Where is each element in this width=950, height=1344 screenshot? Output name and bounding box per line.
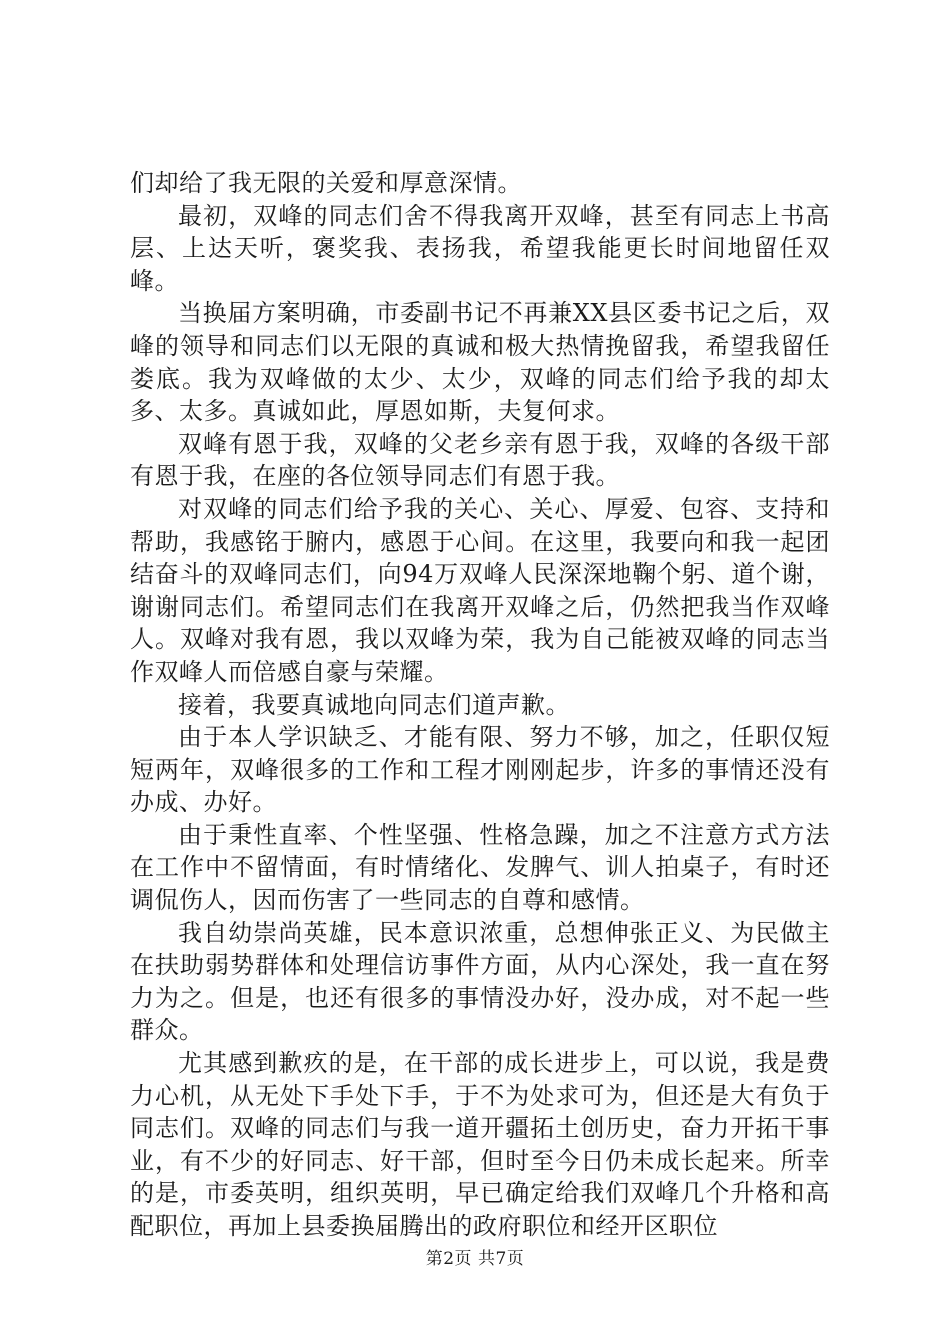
- paragraph-3: 当换届方案明确，市委副书记不再兼XX县区委书记之后，双峰的领导和同志们以无限的真诚和极大热情挽留我，希望我留任娄底。我为双峰做的太少、太少，双峰的同志们给予我的却太多、太多。真诚如此，厚恩如斯，夫复何求。: [130, 299, 830, 426]
- paragraph-2: 最初，双峰的同志们舍不得我离开双峰，甚至有同志上书高层、上达天听，褒奖我、表扬我，希望我能更长时间地留任双峰。: [130, 201, 830, 295]
- document-body: [130, 167, 830, 1243]
- paragraph-6: 接着，我要真诚地向同志们道声歉。: [178, 690, 570, 719]
- paragraph-5: 对双峰的同志们给予我的关心、关心、厚爱、包容、支持和帮助，我感铭于腑内，感恩于心间。在这里，我要向和我一起团结奋斗的双峰同志们，向94万双峰人民深深地鞠个躬、道个谢，谢谢同志们。希望同志们在我离开双峰之后，仍然把我当作双峰人。双峰对我有恩，我以双峰为荣，我为自己能被双峰的同志当作双峰人而倍感自豪与荣耀。: [130, 494, 830, 686]
- paragraph-10: 尤其感到歉疚的是，在干部的成长进步上，可以说，我是费力心机，从无处下手处下手，于不为处求可为，但还是大有负于同志们。双峰的同志们与我一道开疆拓土创历史，奋力开拓干事业，有不少的好同志、好干部，但时至今日仍未成长起来。所幸的是，市委英明，组织英明，早已确定给我们双峰几个升格和高配职位，再加上县委换届腾出的政府职位和经开区职位: [130, 1049, 830, 1240]
- paragraph-1: 们却给了我无限的关爱和厚意深情。: [130, 169, 522, 197]
- page-footer: 第2页 共7页: [425, 1249, 525, 1269]
- paragraph-7: 由于本人学识缺乏、才能有限、努力不够，加之，任职仅短短两年，双峰很多的工作和工程才刚刚起步，许多的事情还没有办成、办好。: [130, 723, 830, 817]
- paragraph-9: 我自幼崇尚英雄，民本意识浓重，总想伸张正义、为民做主在扶助弱势群体和处理信访事件方面，从内心深处，我一直在努力为之。但是，也还有很多的事情没办好，没办成，对不起一些群众。: [130, 918, 830, 1045]
- paragraph-8: 由于秉性直率、个性坚强、性格急躁，加之不注意方式方法在工作中不留情面，有时情绪化、发脾气、训人拍桌子，有时还调侃伤人，因而伤害了一些同志的自尊和感情。: [130, 820, 830, 915]
- paragraph-4: 双峰有恩于我，双峰的父老乡亲有恩于我，双峰的各级干部有恩于我，在座的各位领导同志们有恩于我。: [130, 429, 830, 491]
